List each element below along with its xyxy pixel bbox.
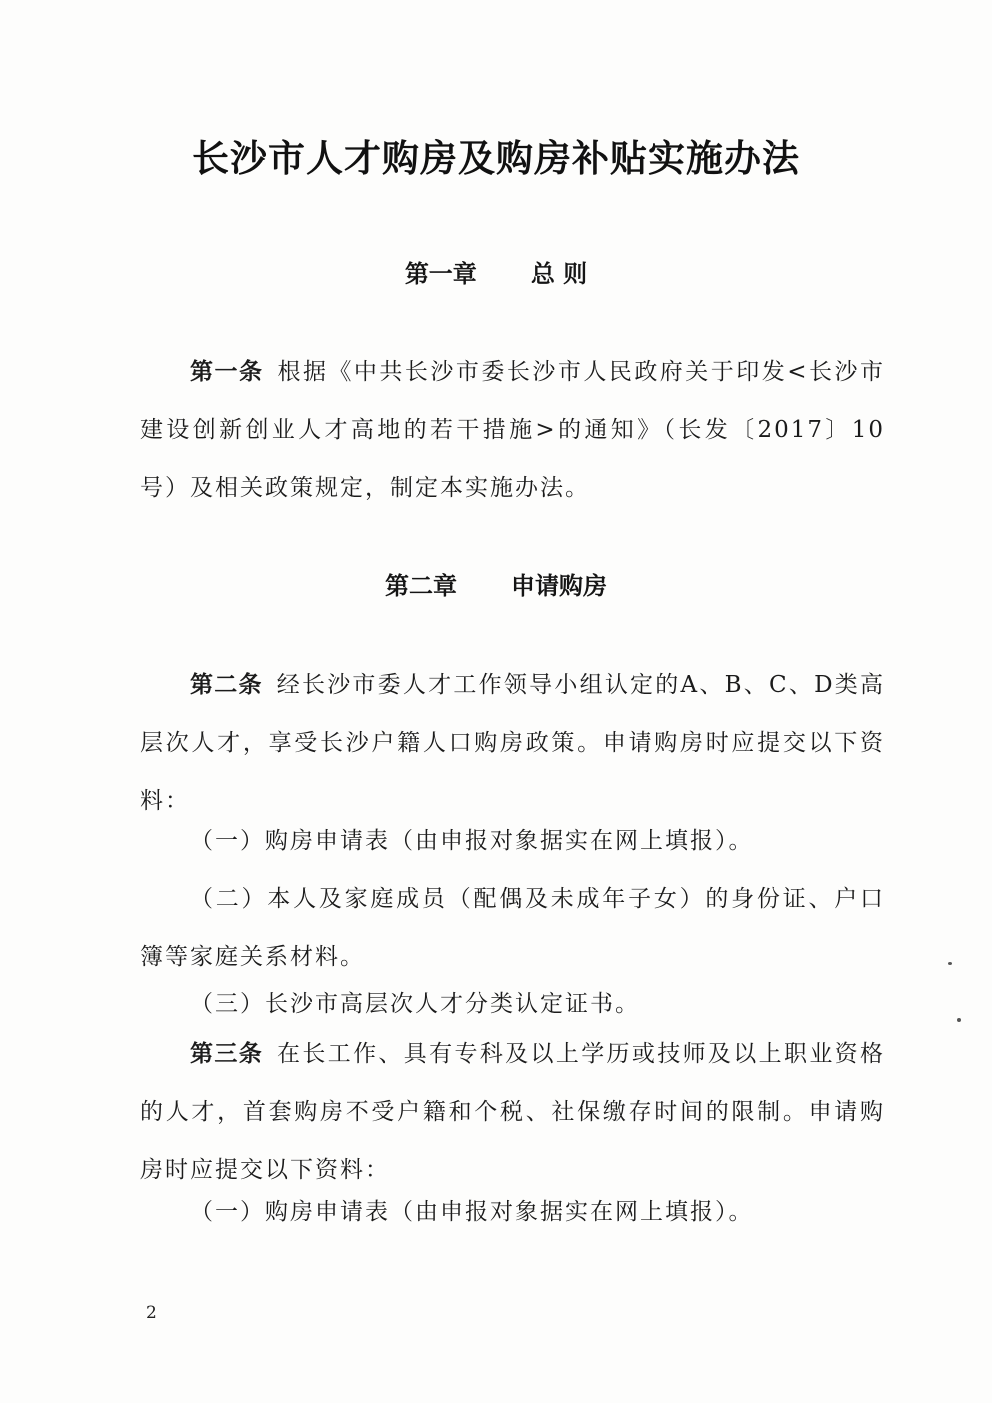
chapter-2-name: 申请购房 [511, 572, 607, 600]
article-1-text: 根据《中共长沙市委长沙市人民政府关于印发<长沙市建设创新创业人才高地的若干措施>的通知》（长发〔2017〕10号）及相关政策规定，制定本实施办法。 [140, 359, 885, 501]
article-3 [140, 1025, 885, 1199]
chapter-1-number: 第一章 [404, 260, 477, 288]
article-2-text: 经长沙市委人才工作领导小组认定的A、B、C、D类高层次人才，享受长沙户籍人口购房政策。申请购房时应提交以下资料： [140, 672, 885, 814]
scan-speck [957, 1018, 961, 1022]
article-3-item-1: （一）购房申请表（由申报对象据实在网上填报）。 [190, 1199, 754, 1225]
article-1 [140, 343, 885, 517]
page-number: 2 [146, 1303, 157, 1323]
article-3-label: 第三条 [190, 1041, 264, 1067]
chapter-1-heading [0, 254, 992, 289]
chapter-2-number: 第二章 [385, 572, 457, 600]
article-2-item-1: （一）购房申请表（由申报对象据实在网上填报）。 [190, 828, 754, 854]
document-title: 长沙市人才购房及购房补贴实施办法 [192, 137, 800, 180]
article-2-item-3: （三）长沙市高层次人才分类认定证书。 [190, 991, 640, 1017]
article-2-label: 第二条 [190, 672, 263, 698]
chapter-2-heading [0, 566, 992, 601]
scan-speck [948, 962, 952, 965]
chapter-1-name: 总 则 [530, 260, 588, 288]
article-2 [140, 656, 885, 830]
article-1-label: 第一条 [190, 359, 264, 385]
article-3-text: 在长工作、具有专科及以上学历或技师及以上职业资格的人才，首套购房不受户籍和个税、社保缴存时间的限制。申请购房时应提交以下资料： [140, 1041, 886, 1183]
article-2-item-2: （二）本人及家庭成员（配偶及未成年子女）的身份证、户口簿等家庭关系材料。 [140, 886, 885, 970]
